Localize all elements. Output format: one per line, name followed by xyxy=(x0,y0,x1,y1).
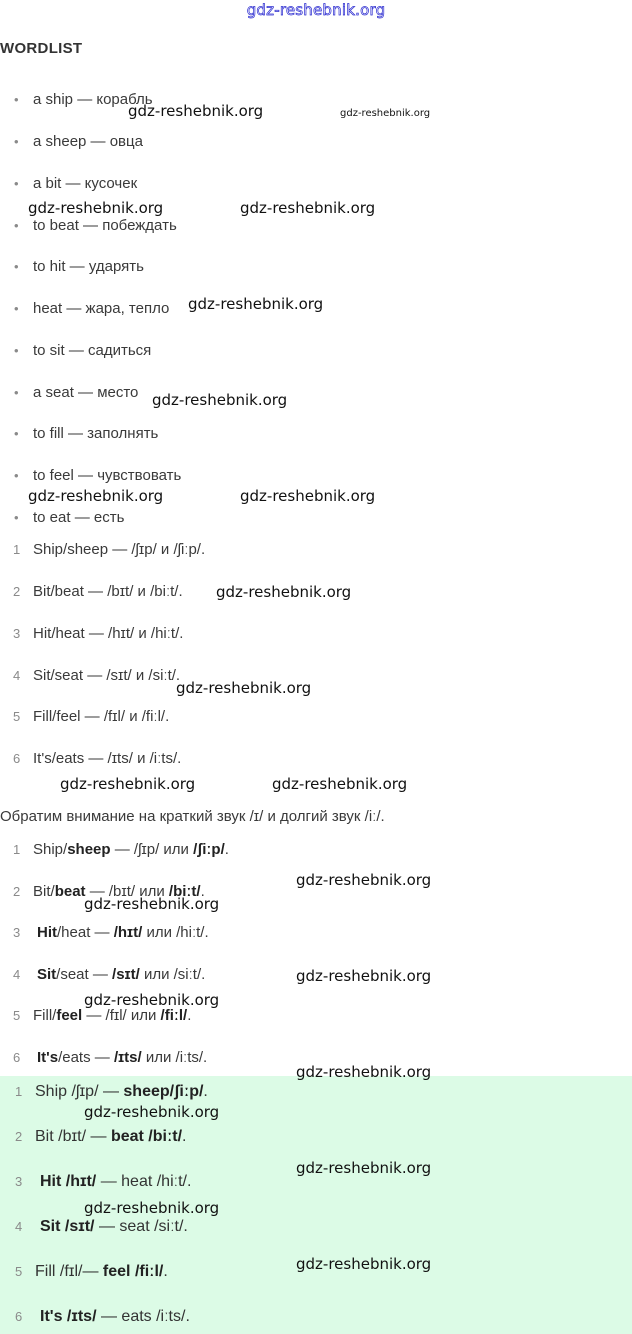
bullet-icon: • xyxy=(14,468,19,483)
watermark: gdz-reshebnik.org xyxy=(296,1159,432,1177)
wordlist-heading: WORDLIST xyxy=(0,40,83,57)
watermark: gdz-reshebnik.org xyxy=(28,487,164,505)
watermark: gdz-reshebnik.org xyxy=(84,1199,220,1217)
watermark: gdz-reshebnik.org xyxy=(296,967,432,985)
watermark: gdz-reshebnik.org xyxy=(240,487,376,505)
bullet-icon: • xyxy=(14,301,19,316)
bullet-icon: • xyxy=(14,134,19,149)
answer-box: 1 Ship /ʃɪp/ — sheep/ʃiːp/. 2 Bit /bɪt/ — beat /biːt/. 3 Hit /hɪt/ — heat /hiːt/. 4 Sit /sɪt/ — seat /siːt/. 5 Fill /fɪl/— feel /fiːl/. 6 It's /ɪts/ — eats /iːts/. xyxy=(0,1076,632,1334)
bullet-icon: • xyxy=(14,259,19,274)
watermark: gdz-reshebnik.org xyxy=(188,295,324,313)
watermark: gdz-reshebnik.org xyxy=(28,199,164,217)
bullet-icon: • xyxy=(14,385,19,400)
header-watermark: gdz-reshebnik.org xyxy=(246,1,386,19)
watermark: gdz-reshebnik.org xyxy=(296,1063,432,1081)
bullet-icon: • xyxy=(14,176,19,191)
watermark: gdz-reshebnik.org xyxy=(128,102,264,120)
watermark: gdz-reshebnik.org xyxy=(216,583,352,601)
watermark: gdz-reshebnik.org xyxy=(272,775,408,793)
bullet-icon: • xyxy=(14,343,19,358)
bullet-icon: • xyxy=(14,510,19,525)
watermark: gdz-reshebnik.org xyxy=(240,199,376,217)
watermark: gdz-reshebnik.org xyxy=(296,1255,432,1273)
watermark: gdz-reshebnik.org xyxy=(84,1103,220,1121)
bullet-icon: • xyxy=(14,426,19,441)
watermark: gdz-reshebnik.org xyxy=(60,775,196,793)
bullet-icon: • xyxy=(14,218,19,233)
bullet-icon: • xyxy=(14,92,19,107)
watermark: gdz-reshebnik.org xyxy=(84,991,220,1009)
watermark: gdz-reshebnik.org xyxy=(84,895,220,913)
watermark: gdz-reshebnik.org xyxy=(152,391,288,409)
note-text: Обратим внимание на краткий звук /ɪ/ и долгий звук /iː/. xyxy=(0,808,385,825)
watermark: gdz-reshebnik.org xyxy=(340,108,431,119)
watermark: gdz-reshebnik.org xyxy=(296,871,432,889)
watermark: gdz-reshebnik.org xyxy=(176,679,312,697)
